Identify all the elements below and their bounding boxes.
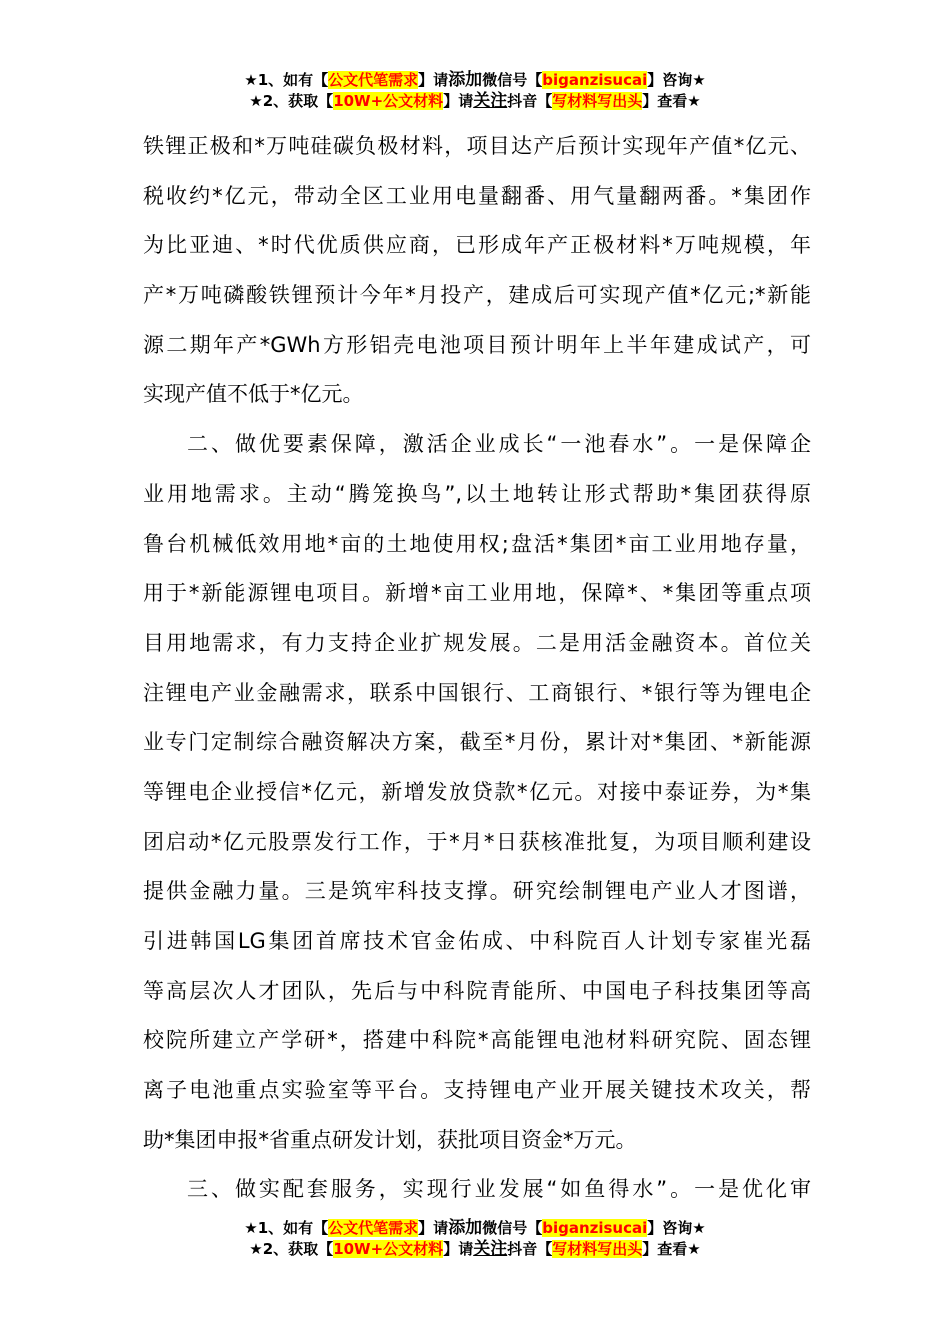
banner-text: 】请 (443, 1240, 474, 1258)
body-line: 等锂电企业授信*亿元，新增发放贷款*亿元。对接中泰证券，为*集 (143, 779, 811, 804)
banner-text: 】查看★ (642, 1240, 701, 1258)
body-line: 引进韩国LG集团首席技术官金佑成、中科院百人计划专家崔光磊 (143, 929, 811, 953)
highlight-materials: 10W+公文材料 (333, 92, 444, 110)
body-line: 校院所建立产学研*，搭建中科院*高能锂电池材料研究院、固态锂 (143, 1028, 811, 1053)
body-line: 税收约*亿元，带动全区工业用电量翻番、用气量翻两番。*集团作 (143, 183, 811, 208)
banner-text: 】请 (443, 92, 474, 110)
section-heading-line: 二、做优要素保障，激活企业成长“一池春水”。一是保障企 (187, 432, 811, 457)
body-line: 业专门定制综合融资解决方案，截至*月份，累计对*集团、*新能源 (143, 730, 811, 755)
body-line: 用于*新能源锂电项目。新增*亩工业用地，保障*、*集团等重点项 (143, 581, 811, 606)
highlight-service: 公文代笔需求 (328, 1219, 419, 1237)
body-line: 等高层次人才团队，先后与中科院青能所、中国电子科技集团等高 (143, 978, 811, 1003)
body-line: 目用地需求，有力支持企业扩规发展。二是用活金融资本。首位关 (143, 630, 811, 655)
body-line: 实现产值不低于*亿元。 (143, 382, 364, 407)
banner-line-1 (0, 70, 950, 91)
body-line: 注锂电产业金融需求，联系中国银行、工商银行、*银行等为锂电企 (143, 680, 811, 705)
banner-line-2 (0, 91, 950, 112)
banner-text: 】咨询★ (647, 1219, 706, 1237)
highlight-douyin-account: 写材料写出头 (552, 1240, 643, 1258)
footer-banner (0, 1218, 950, 1260)
banner-text: 抖音【 (507, 92, 553, 110)
body-line: 为比亚迪、*时代优质供应商，已形成年产正极材料*万吨规模，年 (143, 233, 811, 258)
banner-emphasis: 添加 (448, 1218, 483, 1238)
body-line: 提供金融力量。三是筑牢科技支撑。研究绘制锂电产业人才图谱， (143, 879, 811, 904)
banner-emphasis: 关注 (473, 1239, 508, 1259)
banner-line-2 (0, 1239, 950, 1260)
body-line: 铁锂正极和*万吨硅碳负极材料，项目达产后预计实现年产值*亿元、 (143, 134, 811, 158)
body-line: 源二期年产*GWh方形铝壳电池项目预计明年上半年建成试产，可 (143, 332, 811, 357)
banner-text: 微信号【 (482, 71, 543, 89)
highlight-wechat-id: biganzisucai (542, 71, 648, 89)
section-heading-line: 三、做实配套服务，实现行业发展“如鱼得水”。一是优化审 (187, 1177, 811, 1202)
banner-line-1 (0, 1218, 950, 1239)
banner-text: 】查看★ (642, 92, 701, 110)
body-line: 产*万吨磷酸铁锂预计今年*月投产，建成后可实现产值*亿元;*新能 (143, 283, 811, 308)
highlight-service: 公文代笔需求 (328, 71, 419, 89)
highlight-wechat-id: biganzisucai (542, 1219, 648, 1237)
banner-text: ★2、获取【 (249, 1240, 334, 1258)
banner-text: 抖音【 (507, 1240, 553, 1258)
banner-text: 】请 (418, 1219, 449, 1237)
highlight-materials: 10W+公文材料 (333, 1240, 444, 1258)
body-line: 离子电池重点实验室等平台。支持锂电产业开展关键技术攻关，帮 (143, 1078, 811, 1103)
banner-text: ★2、获取【 (249, 92, 334, 110)
body-line: 团启动*亿元股票发行工作，于*月*日获核准批复，为项目顺利建设 (143, 829, 811, 854)
document-body (143, 122, 811, 1215)
banner-emphasis: 添加 (448, 70, 483, 90)
body-line: 业用地需求。主动“腾笼换鸟”,以土地转让形式帮助*集团获得原 (143, 481, 811, 506)
banner-text: 微信号【 (482, 1219, 543, 1237)
banner-text: 】请 (418, 71, 449, 89)
banner-text: ★1、如有【 (244, 71, 329, 89)
body-line: 鲁台机械低效用地*亩的土地使用权;盘活*集团*亩工业用地存量， (143, 531, 811, 556)
highlight-douyin-account: 写材料写出头 (552, 92, 643, 110)
header-banner (0, 70, 950, 112)
banner-text: 】咨询★ (647, 71, 706, 89)
body-line: 助*集团申报*省重点研发计划，获批项目资金*万元。 (143, 1127, 637, 1152)
banner-emphasis: 关注 (473, 91, 508, 111)
banner-text: ★1、如有【 (244, 1219, 329, 1237)
